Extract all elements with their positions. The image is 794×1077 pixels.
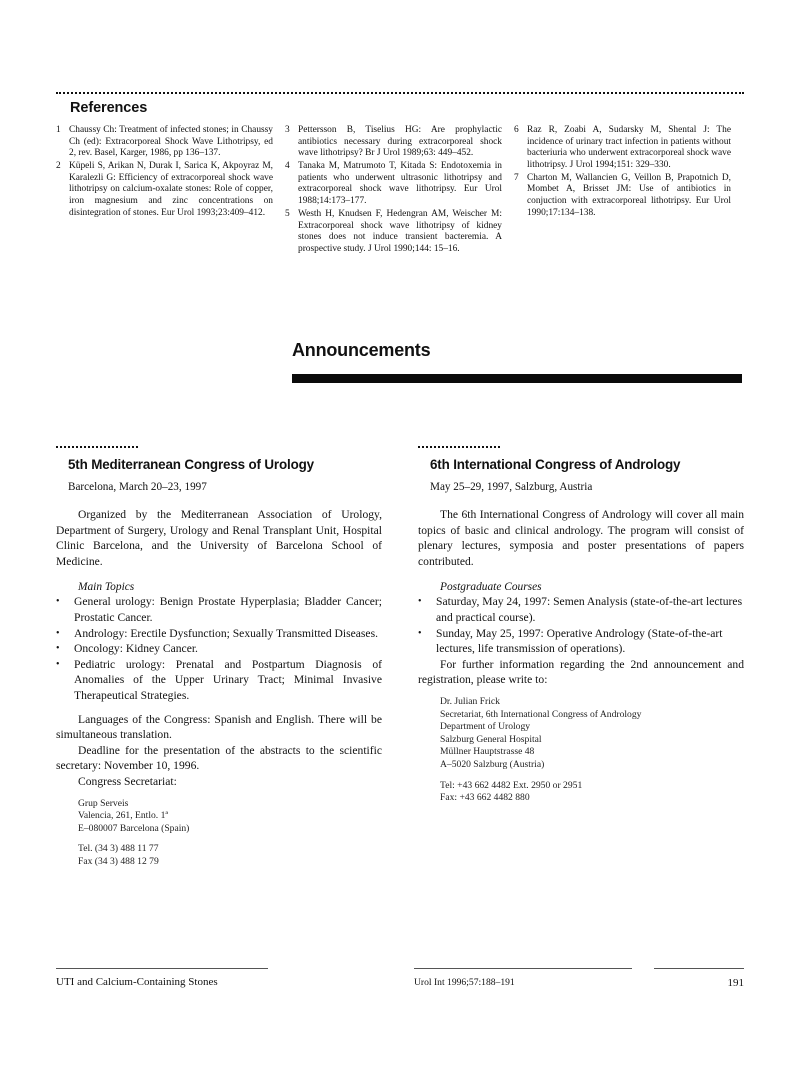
reference-number: 5 (285, 209, 290, 220)
congress-right-date: May 25–29, 1997, Salzburg, Austria (430, 481, 593, 493)
references-column-2 (285, 125, 514, 257)
congress-right-title: 6th International Congress of Andrology (430, 457, 681, 472)
bullet-icon: • (56, 658, 60, 670)
reference-text: Chaussy Ch: Treatment of infected stones; in Chaussy Ch (ed): Extracorporeal Shock Wave Lithotripsy, ed 2, rev. Basel, Karger, 1986, pp 136–137. (69, 125, 273, 159)
list-item (418, 626, 744, 657)
fax-line: Fax: +43 662 4482 880 (440, 792, 530, 804)
bullet-icon: • (56, 627, 60, 639)
address-line: Grup Serveis (78, 797, 129, 809)
postgraduate-courses-list (418, 594, 744, 656)
reference-item (285, 125, 502, 160)
references-heading: References (70, 100, 148, 116)
footer-citation-cell (414, 968, 654, 988)
announcements-divider-bar (292, 374, 742, 383)
reference-item (56, 125, 273, 160)
reference-item (514, 125, 731, 171)
postgraduate-courses-label: Postgraduate Courses (440, 581, 542, 594)
list-item (56, 657, 382, 704)
congress-right-contact (440, 780, 744, 805)
announcements-title: Announcements (292, 340, 431, 360)
footer-rule (56, 968, 268, 969)
bullet-icon: • (418, 627, 422, 639)
reference-number: 6 (514, 125, 519, 135)
list-item-label: Andrology: Erectile Dysfunction; Sexually Transmitted Diseases. (74, 626, 378, 640)
address-line: Department of Urology (440, 721, 531, 733)
reference-item (514, 173, 731, 219)
reference-text: Tanaka M, Matrumoto T, Kitada S: Endotoxemia in patients who underwent ultrasonic lithotripsy and extracorporeal shock wave lithotripsy. Eur Urol 1988;14:173–177. (298, 161, 502, 207)
running-title: UTI and Calcium-Containing Stones (56, 976, 218, 988)
references-section (56, 92, 744, 257)
footer-rule (654, 968, 744, 969)
telephone-line: Tel: +43 662 4482 Ext. 2950 or 2951 (440, 779, 583, 791)
main-topics-list (56, 594, 382, 703)
address-line: E–080007 Barcelona (Spain) (78, 822, 190, 834)
reference-text: Raz R, Zoabi A, Sudarsky M, Shental J: The incidence of urinary tract infection in patients without bacteriuria who underwent extracorporeal shock wave lithotripsy. J Urol 1994;151: 329–330. (527, 125, 731, 170)
congress-left-title: 5th Mediterranean Congress of Urology (68, 457, 314, 472)
address-line: Dr. Julian Frick (440, 695, 500, 707)
reference-text: Küpeli S, Arikan N, Durak I, Sarica K, Akpoyraz M, Karalezli G: Efficiency of extracorporeal shock wave lithotripsy on calcium-oxalate stones: Role of copper, iron magnesium and zinc concentrations on disintegration of stones. Eur Urol 1993;23:409–412. (69, 161, 273, 218)
congress-left-secretariat-label: Congress Secretariat: (78, 774, 177, 788)
reference-number: 3 (285, 125, 290, 135)
congress-right-intro: The 6th International Congress of Andrology will cover all main topics of basic and clinical andrology. The program will consist of plenary lectures, symposia and poster presentations of papers contributed. (418, 508, 744, 568)
congress-left-dotted-rule (56, 446, 138, 448)
address-line: Secretariat, 6th International Congress of Andrology (440, 708, 642, 720)
congress-right-column (418, 446, 744, 868)
congress-left-date: Barcelona, March 20–23, 1997 (68, 481, 207, 493)
page-footer (56, 968, 744, 989)
congress-left-address (78, 798, 382, 836)
list-item-label: Pediatric urology: Prenatal and Postpartum Diagnosis of Anomalies of the Upper Urinary Tract; Minimal Invasive Therapeutical Strategies. (74, 657, 382, 702)
list-item (418, 594, 744, 625)
bullet-icon: • (56, 596, 60, 608)
reference-number: 4 (285, 161, 290, 172)
congress-left-deadline: Deadline for the presentation of the abstracts to the scientific secretary: November 10, 1996. (56, 743, 382, 773)
page-number: 191 (727, 977, 744, 989)
announcements-body (56, 446, 744, 868)
address-line: A–5020 Salzburg (Austria) (440, 758, 545, 770)
footer-rule (414, 968, 632, 969)
bullet-icon: • (56, 643, 60, 655)
references-top-dotted-rule (56, 92, 744, 94)
main-topics-label: Main Topics (78, 581, 135, 594)
reference-number: 1 (56, 125, 61, 135)
bullet-icon: • (418, 596, 422, 608)
congress-right-address (440, 696, 744, 772)
list-item-label: Saturday, May 24, 1997: Semen Analysis (state-of-the-art lectures and practical course). (436, 595, 743, 624)
address-line: Müllner Hauptstrasse 48 (440, 746, 535, 758)
reference-number: 7 (514, 172, 519, 183)
congress-left-languages: Languages of the Congress: Spanish and English. There will be simultaneous translation. (56, 712, 382, 742)
reference-number: 2 (56, 161, 61, 172)
address-line: Valencia, 261, Entlo. 1ª (78, 810, 169, 822)
footer-running-title-cell (56, 968, 356, 988)
reference-text: Charton M, Wallancien G, Veillon B, Prapotnich D, Mombet A, Brisset JM: Use of antibiotics in conjuction with extracorporeal lithotripsy. Eur Urol 1990;17:134–138. (527, 172, 731, 218)
reference-item (285, 161, 502, 207)
list-item (56, 594, 382, 625)
list-item-label: Sunday, May 25, 1997: Operative Andrology (State-of-the-art lectures, life transmission of operations). (436, 626, 723, 656)
congress-right-dotted-rule (418, 446, 500, 448)
list-item (56, 626, 382, 642)
references-column-3 (514, 125, 743, 257)
references-column-1 (56, 125, 285, 257)
journal-citation: Urol Int 1996;57:188–191 (414, 977, 515, 988)
congress-right-info: For further information regarding the 2nd announcement and registration, please write to: (418, 657, 744, 687)
congress-left-contact (78, 843, 382, 868)
reference-item (285, 209, 502, 255)
reference-text: Pettersson B, Tiselius HG: Are prophylactic antibiotics necessary during extracorporeal shock wave lithotripsy? Br J Urol 1989;63: 449–452. (298, 125, 502, 159)
address-line: Salzburg General Hospital (440, 733, 542, 745)
congress-left-intro: Organized by the Mediterranean Association of Urology, Department of Surgery, Urology and Renal Transplant Unit, Hospital Clinic Barcelona, and the University of Barcelona School of Medicine. (56, 508, 382, 568)
reference-item (56, 161, 273, 219)
telephone-line: Tel. (34 3) 488 11 77 (78, 843, 159, 855)
references-columns (56, 125, 744, 257)
reference-text: Westh H, Knudsen F, Hedengran AM, Weischer M: Extracorporeal shock wave lithotripsy of kidney stones does not induce transient bacteremia. A prospective study. J Urol 1990;144: 15–16. (298, 209, 502, 254)
list-item-label: General urology: Benign Prostate Hyperplasia; Bladder Cancer; Prostatic Cancer. (74, 595, 382, 624)
fax-line: Fax (34 3) 488 12 79 (78, 855, 159, 867)
list-item-label: Oncology: Kidney Cancer. (74, 642, 198, 656)
congress-left-column (56, 446, 382, 868)
list-item (56, 641, 382, 657)
footer-page-number-cell (654, 968, 744, 989)
